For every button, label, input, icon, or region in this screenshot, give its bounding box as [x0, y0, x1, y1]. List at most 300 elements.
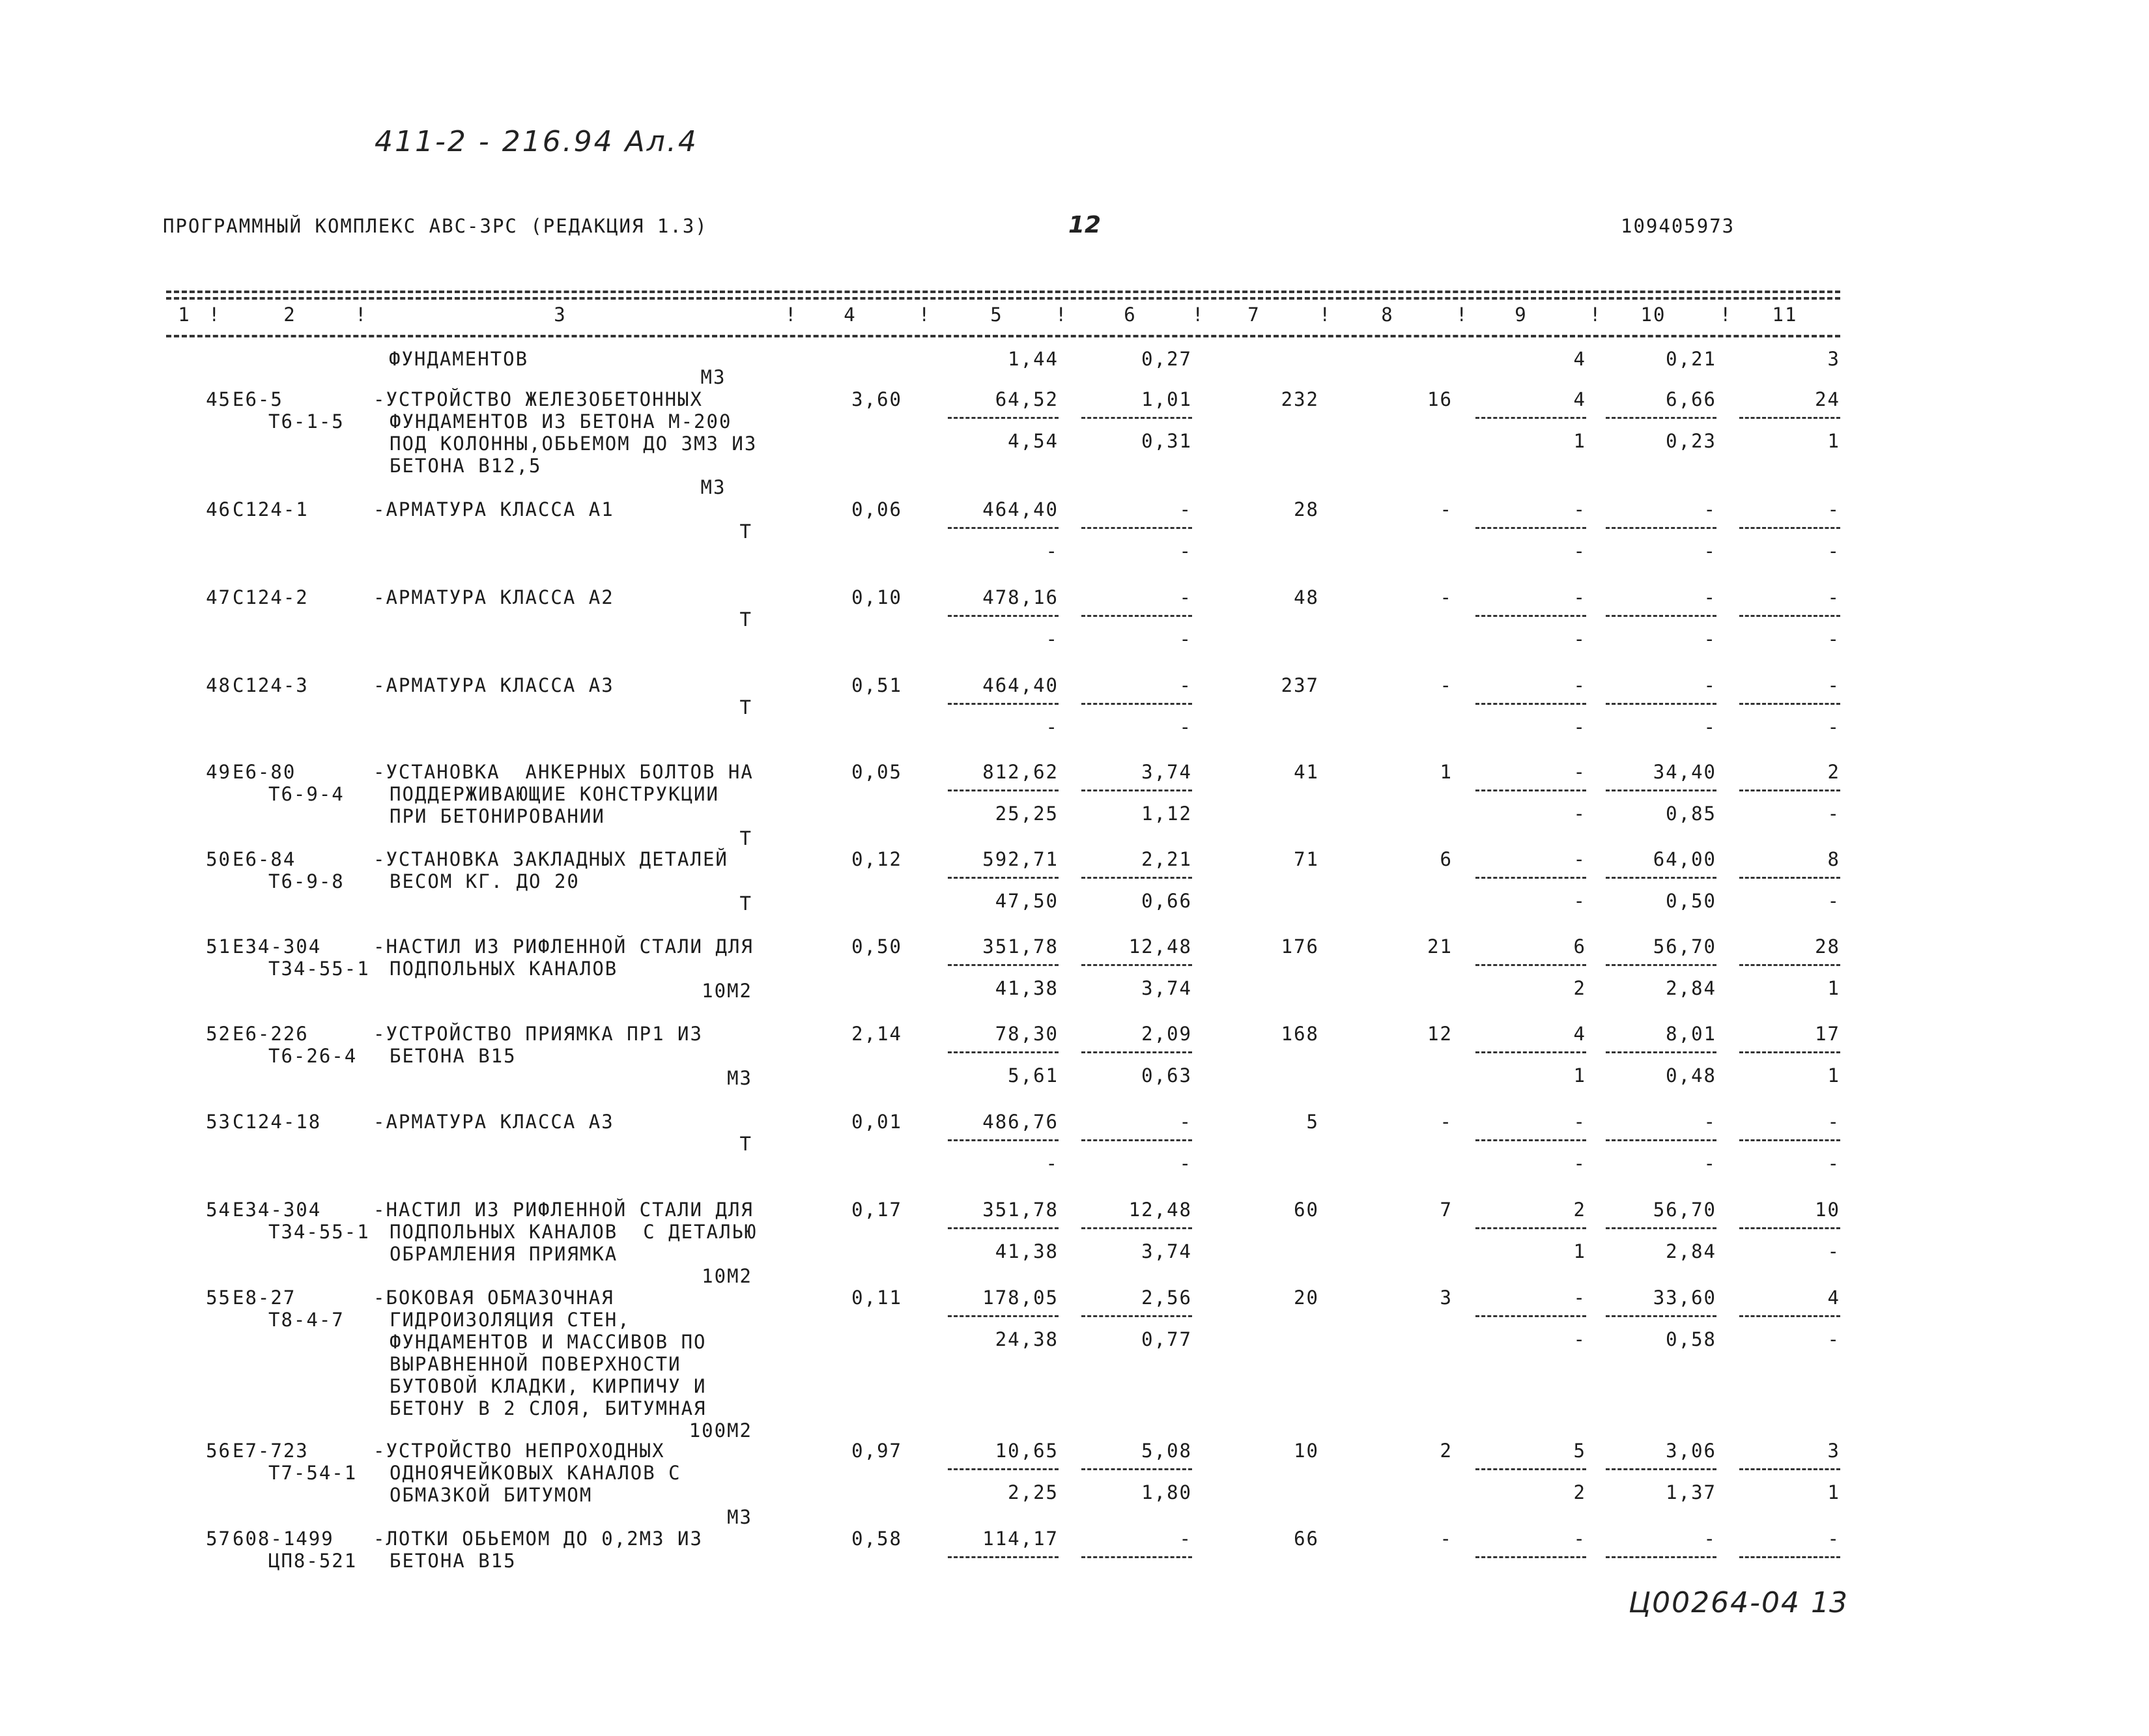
cell-rule — [1739, 1227, 1840, 1229]
cell-c5-top: 64,52 — [995, 388, 1059, 410]
program-title: ПРОГРАММНЫЙ КОМПЛЕКС АВС-3РС (РЕДАКЦИЯ 1.3) — [163, 215, 708, 237]
work-description: БЕТОНУ В 2 СЛОЯ, БИТУМНАЯ — [390, 1397, 707, 1419]
table-row — [166, 761, 1840, 849]
cell-rule — [1606, 1227, 1716, 1229]
cell-c5-bottom: 5,61 — [1008, 1064, 1059, 1087]
price-code: Т6-9-8 — [268, 870, 345, 892]
cell-c9-top: - — [1573, 586, 1586, 608]
cell-c10-bottom: 0,58 — [1666, 1328, 1716, 1350]
cell-c5-bottom: 41,38 — [995, 1240, 1059, 1262]
total-cost-cell: 41 — [1294, 761, 1319, 783]
cell-c9-top: - — [1573, 1528, 1586, 1550]
total-cost-cell: 48 — [1294, 586, 1319, 608]
cell-c11-top: 2 — [1827, 761, 1840, 783]
work-description: БЕТОНА В15 — [390, 1550, 517, 1572]
quantity-cell: 0,12 — [851, 848, 902, 870]
cell-c9-bottom: 1 — [1573, 1064, 1586, 1087]
cell-c11-bottom: - — [1827, 540, 1840, 562]
cell-rule — [1081, 615, 1192, 617]
quantity-cell: 0,17 — [851, 1199, 902, 1221]
cell-c6-top: - — [1179, 586, 1192, 608]
work-description: -АРМАТУРА КЛАССА А3 — [373, 674, 614, 696]
table-row — [166, 476, 1840, 576]
cell-c10-top: 6,66 — [1666, 388, 1716, 410]
cell-rule — [1739, 1139, 1840, 1141]
cell-rule — [1739, 964, 1840, 966]
unit-label: Т — [739, 827, 752, 849]
work-description: ОДНОЯЧЕЙКОВЫХ КАНАЛОВ С — [390, 1462, 681, 1484]
quantity-cell: 0,97 — [851, 1440, 902, 1462]
column-header-3: 3 — [554, 304, 567, 326]
unit-label: Т — [739, 608, 752, 631]
cell-c10-top: - — [1703, 586, 1716, 608]
cell-rule — [1739, 1315, 1840, 1317]
cell-c6-top: 2,09 — [1141, 1023, 1192, 1045]
page-number: 12 — [1068, 212, 1102, 238]
cell-rule — [1475, 703, 1586, 705]
work-description: ФУНДАМЕНТОВ ИЗ БЕТОНА М-200 — [390, 410, 732, 433]
work-description: -ЛОТКИ ОБЬЕМОМ ДО 0,2М3 ИЗ — [373, 1528, 703, 1550]
quantity-cell: 0,58 — [851, 1528, 902, 1550]
column-separator: ! — [1055, 304, 1068, 326]
wage-cost-cell: - — [1440, 674, 1453, 696]
cell-rule — [1606, 1139, 1716, 1141]
work-description: -УСТРОЙСТВО ЖЕЛЕЗОБЕТОННЫХ — [373, 388, 703, 410]
cell-rule — [1606, 964, 1716, 966]
cell-rule — [1606, 417, 1716, 419]
cell-c9-top: 5 — [1573, 1440, 1586, 1462]
row-number: 53 — [206, 1111, 231, 1133]
cell-c10-bottom: 2,84 — [1666, 1240, 1716, 1262]
cell-c9-bottom: 1 — [1573, 1240, 1586, 1262]
cell-rule — [1739, 703, 1840, 705]
cell-c9-top: 6 — [1573, 935, 1586, 958]
handwritten-document-code: 411-2 - 216.94 Ал.4 — [375, 125, 698, 158]
work-description: БЕТОНА В12,5 — [390, 455, 542, 477]
cell-rule — [948, 1139, 1059, 1141]
cell-c11-top: - — [1827, 498, 1840, 520]
row-number: 45 — [206, 388, 231, 410]
work-description: ОБРАМЛЕНИЯ ПРИЯМКА — [390, 1243, 618, 1265]
cell-rule — [1475, 1051, 1586, 1053]
cell-c11-top: 10 — [1815, 1199, 1840, 1221]
quantity-cell: 3,60 — [851, 388, 902, 410]
cell-c5-top: 812,62 — [982, 761, 1059, 783]
cell-rule — [948, 417, 1059, 419]
cell-c5-top: 10,65 — [995, 1440, 1059, 1462]
cell-rule — [1606, 790, 1716, 791]
cell-rule — [948, 1051, 1059, 1053]
cell-rule — [1606, 703, 1716, 705]
cell-rule — [1081, 1468, 1192, 1470]
cell-c9-bottom: - — [1573, 628, 1586, 650]
cell-c9-top: 4 — [1573, 1023, 1586, 1045]
cell-c9-bottom: - — [1573, 1152, 1586, 1174]
table-top-rule — [166, 291, 1840, 293]
cell-rule — [1739, 527, 1840, 529]
cell-c10-top: 34,40 — [1653, 761, 1716, 783]
cell-c9-bottom: - — [1573, 540, 1586, 562]
row-number: 48 — [206, 674, 231, 696]
carry-name: ФУНДАМЕНТОВ — [389, 348, 529, 370]
row-number: 50 — [206, 848, 231, 870]
carry-c5: 1,44 — [1008, 348, 1059, 370]
row-number: 46 — [206, 498, 231, 520]
cell-c10-top: 56,70 — [1653, 1199, 1716, 1221]
quantity-cell: 0,10 — [851, 586, 902, 608]
price-code: Т34-55-1 — [268, 1221, 370, 1243]
wage-cost-cell: 16 — [1427, 388, 1453, 410]
cell-c6-top: 3,74 — [1141, 761, 1192, 783]
cell-rule — [1739, 1468, 1840, 1470]
unit-label: М3 — [727, 1506, 752, 1528]
cell-rule — [1081, 1556, 1192, 1558]
unit-label: 10М2 — [702, 1265, 752, 1287]
quantity-cell: 0,50 — [851, 935, 902, 958]
cell-rule — [1081, 1051, 1192, 1053]
cell-rule — [1606, 1556, 1716, 1558]
work-description: ВЕСОМ КГ. ДО 20 — [390, 870, 580, 892]
table-row — [166, 1111, 1840, 1189]
cell-rule — [948, 964, 1059, 966]
work-description: ВЫРАВНЕННОЙ ПОВЕРХНОСТИ — [390, 1353, 681, 1375]
row-number: 49 — [206, 761, 231, 783]
cell-rule — [1606, 1051, 1716, 1053]
cell-rule — [1606, 1315, 1716, 1317]
document-number: 109405973 — [1621, 215, 1735, 237]
cell-rule — [1081, 1227, 1192, 1229]
cell-c6-bottom: - — [1179, 1152, 1192, 1174]
cell-rule — [948, 1315, 1059, 1317]
wage-cost-cell: 6 — [1440, 848, 1453, 870]
table-top-rule-2 — [166, 297, 1840, 300]
cell-c5-top: 78,30 — [995, 1023, 1059, 1045]
handwritten-sheet-number: 13 — [1811, 1586, 1847, 1619]
cell-rule — [1739, 1556, 1840, 1558]
cell-c6-bottom: 0,63 — [1141, 1064, 1192, 1087]
cell-c9-bottom: 2 — [1573, 1481, 1586, 1503]
cell-c10-bottom: - — [1703, 716, 1716, 738]
row-number: 56 — [206, 1440, 231, 1462]
column-separator: ! — [918, 304, 932, 326]
cell-rule — [1606, 527, 1716, 529]
column-header-6: 6 — [1124, 304, 1137, 326]
row-number: 57 — [206, 1528, 231, 1550]
handwritten-inventory-code: Ц00264-04 — [1629, 1586, 1800, 1619]
total-cost-cell: 28 — [1294, 498, 1319, 520]
price-code: Т6-1-5 — [268, 410, 345, 433]
work-description: -УСТАНОВКА АНКЕРНЫХ БОЛТОВ НА — [373, 761, 754, 783]
work-description: ОБМАЗКОЙ БИТУМОМ — [390, 1484, 593, 1506]
price-code: Т6-26-4 — [268, 1045, 358, 1067]
total-cost-cell: 20 — [1294, 1287, 1319, 1309]
price-code: Т6-9-4 — [268, 783, 345, 805]
column-separator: ! — [1720, 304, 1733, 326]
price-code: Е8-27 — [233, 1287, 296, 1309]
work-description: -НАСТИЛ ИЗ РИФЛЕННОЙ СТАЛИ ДЛЯ — [373, 1199, 754, 1221]
work-description: -АРМАТУРА КЛАССА А2 — [373, 586, 614, 608]
unit-label: Т — [739, 696, 752, 719]
cell-c6-bottom: 1,80 — [1141, 1481, 1192, 1503]
price-code: С124-1 — [233, 498, 309, 520]
price-code: С124-18 — [233, 1111, 322, 1133]
cell-c11-top: 4 — [1827, 1287, 1840, 1309]
cell-c6-bottom: 3,74 — [1141, 1240, 1192, 1262]
column-separator: ! — [1589, 304, 1602, 326]
carry-c10: 0,21 — [1666, 348, 1716, 370]
cell-c5-bottom: 24,38 — [995, 1328, 1059, 1350]
column-header-1: 1 — [178, 304, 191, 326]
cell-rule — [948, 877, 1059, 879]
cell-rule — [1081, 877, 1192, 879]
table-row — [166, 366, 1840, 477]
quantity-cell: 0,05 — [851, 761, 902, 783]
total-cost-cell: 71 — [1294, 848, 1319, 870]
carry-over-row — [166, 348, 1840, 387]
unit-label: М3 — [727, 1067, 752, 1089]
cell-c5-bottom: 2,25 — [1008, 1481, 1059, 1503]
cell-rule — [1739, 615, 1840, 617]
price-code: 608-1499 — [233, 1528, 334, 1550]
cell-c5-bottom: - — [1046, 540, 1059, 562]
cell-c6-top: 1,01 — [1141, 388, 1192, 410]
cell-c6-top: 2,56 — [1141, 1287, 1192, 1309]
cell-rule — [1606, 615, 1716, 617]
cell-c9-top: - — [1573, 1287, 1586, 1309]
cell-c10-bottom: 0,23 — [1666, 430, 1716, 452]
cell-rule — [1081, 1139, 1192, 1141]
cell-c6-bottom: 0,77 — [1141, 1328, 1192, 1350]
cell-c9-bottom: - — [1573, 716, 1586, 738]
column-separator: ! — [355, 304, 368, 326]
cell-c9-bottom: 2 — [1573, 977, 1586, 999]
price-code: Е34-304 — [233, 935, 322, 958]
unit-label: Т — [739, 892, 752, 915]
column-separator: ! — [1456, 304, 1469, 326]
column-header-11: 11 — [1772, 304, 1798, 326]
price-code: Т34-55-1 — [268, 958, 370, 980]
cell-c6-bottom: 0,31 — [1141, 430, 1192, 452]
column-separator: ! — [1319, 304, 1332, 326]
cell-c9-top: - — [1573, 848, 1586, 870]
row-number: 55 — [206, 1287, 231, 1309]
cell-rule — [1081, 790, 1192, 791]
cell-rule — [1475, 615, 1586, 617]
price-code: Е6-5 — [233, 388, 283, 410]
cell-rule — [948, 1227, 1059, 1229]
carry-c9: 4 — [1573, 348, 1586, 370]
cell-c10-top: - — [1703, 498, 1716, 520]
cell-c9-top: - — [1573, 1111, 1586, 1133]
cell-c10-bottom: 2,84 — [1666, 977, 1716, 999]
price-code: Е6-84 — [233, 848, 296, 870]
cell-c5-bottom: 47,50 — [995, 890, 1059, 912]
unit-label: М3 — [700, 476, 726, 498]
row-number: 54 — [206, 1199, 231, 1221]
cell-rule — [1475, 1556, 1586, 1558]
cell-rule — [1739, 417, 1840, 419]
unit-label: 100М2 — [689, 1419, 752, 1442]
cell-c6-top: 5,08 — [1141, 1440, 1192, 1462]
total-cost-cell: 10 — [1294, 1440, 1319, 1462]
cell-c10-top: 64,00 — [1653, 848, 1716, 870]
work-description: ПОДПОЛЬНЫХ КАНАЛОВ С ДЕТАЛЬЮ — [390, 1221, 758, 1243]
price-code: С124-2 — [233, 586, 309, 608]
work-description: -НАСТИЛ ИЗ РИФЛЕННОЙ СТАЛИ ДЛЯ — [373, 935, 754, 958]
cell-rule — [1739, 877, 1840, 879]
cell-c9-top: 2 — [1573, 1199, 1586, 1221]
cell-c9-top: - — [1573, 674, 1586, 696]
quantity-cell: 0,01 — [851, 1111, 902, 1133]
unit-label: Т — [739, 520, 752, 543]
cell-c10-top: - — [1703, 674, 1716, 696]
cell-c11-bottom: - — [1827, 890, 1840, 912]
wage-cost-cell: 7 — [1440, 1199, 1453, 1221]
cell-c11-top: 24 — [1815, 388, 1840, 410]
row-number: 51 — [206, 935, 231, 958]
cell-c6-top: - — [1179, 498, 1192, 520]
work-description: -УСТРОЙСТВО ПРИЯМКА ПР1 ИЗ — [373, 1023, 703, 1045]
work-description: ПОДДЕРЖИВАЮЩИЕ КОНСТРУКЦИИ — [390, 783, 719, 805]
cell-rule — [1475, 1139, 1586, 1141]
cell-c6-bottom: - — [1179, 540, 1192, 562]
cell-c10-top: - — [1703, 1111, 1716, 1133]
cell-c10-top: - — [1703, 1528, 1716, 1550]
cell-rule — [1475, 964, 1586, 966]
price-code: Е6-226 — [233, 1023, 309, 1045]
cell-c11-bottom: 1 — [1827, 977, 1840, 999]
wage-cost-cell: 3 — [1440, 1287, 1453, 1309]
cell-rule — [948, 615, 1059, 617]
cell-c6-top: - — [1179, 1111, 1192, 1133]
work-description: -АРМАТУРА КЛАССА А3 — [373, 1111, 614, 1133]
cell-c5-bottom: 41,38 — [995, 977, 1059, 999]
total-cost-cell: 168 — [1281, 1023, 1319, 1045]
price-code: Т8-4-7 — [268, 1309, 345, 1331]
wage-cost-cell: - — [1440, 498, 1453, 520]
cell-c5-top: 592,71 — [982, 848, 1059, 870]
cell-c6-top: 12,48 — [1128, 935, 1192, 958]
price-code: Т7-54-1 — [268, 1462, 358, 1484]
cell-c10-bottom: - — [1703, 1152, 1716, 1174]
cell-c5-bottom: - — [1046, 716, 1059, 738]
cell-c11-top: - — [1827, 1528, 1840, 1550]
cell-c5-top: 114,17 — [982, 1528, 1059, 1550]
cell-rule — [948, 703, 1059, 705]
cell-c10-bottom: 0,48 — [1666, 1064, 1716, 1087]
column-header-9: 9 — [1515, 304, 1528, 326]
work-description: -БОКОВАЯ ОБМАЗОЧНАЯ — [373, 1287, 614, 1309]
cell-c11-top: - — [1827, 674, 1840, 696]
cell-c6-bottom: 1,12 — [1141, 803, 1192, 825]
quantity-cell: 0,51 — [851, 674, 902, 696]
column-header-10: 10 — [1640, 304, 1666, 326]
cell-rule — [1475, 1315, 1586, 1317]
cell-rule — [1081, 964, 1192, 966]
work-description: ГИДРОИЗОЛЯЦИЯ СТЕН, — [390, 1309, 631, 1331]
cell-c10-bottom: 1,37 — [1666, 1481, 1716, 1503]
cell-c9-top: 4 — [1573, 388, 1586, 410]
cell-c6-bottom: - — [1179, 716, 1192, 738]
cell-c6-top: - — [1179, 674, 1192, 696]
cell-c6-top: 12,48 — [1128, 1199, 1192, 1221]
cell-c10-top: 33,60 — [1653, 1287, 1716, 1309]
cell-rule — [1475, 1227, 1586, 1229]
cell-c11-bottom: 1 — [1827, 430, 1840, 452]
cell-c9-bottom: - — [1573, 803, 1586, 825]
price-code: Е34-304 — [233, 1199, 322, 1221]
table-row — [166, 1023, 1840, 1101]
cell-c11-bottom: - — [1827, 1240, 1840, 1262]
cell-rule — [1606, 877, 1716, 879]
cell-rule — [1081, 527, 1192, 529]
table-row — [166, 674, 1840, 752]
cell-rule — [1475, 527, 1586, 529]
unit-label: М3 — [700, 366, 726, 388]
cell-c11-bottom: - — [1827, 628, 1840, 650]
price-code: ЦП8-521 — [268, 1550, 358, 1572]
cell-c11-bottom: - — [1827, 716, 1840, 738]
cell-c5-bottom: 25,25 — [995, 803, 1059, 825]
column-header-row — [166, 304, 1840, 330]
quantity-cell: 0,11 — [851, 1287, 902, 1309]
column-header-2: 2 — [283, 304, 296, 326]
table-row — [166, 1440, 1840, 1528]
cell-c11-top: 8 — [1827, 848, 1840, 870]
total-cost-cell: 66 — [1294, 1528, 1319, 1550]
cell-rule — [948, 1468, 1059, 1470]
table-row — [166, 848, 1840, 926]
cell-c5-top: 478,16 — [982, 586, 1059, 608]
cell-rule — [1081, 417, 1192, 419]
work-description: ПОДПОЛЬНЫХ КАНАЛОВ — [390, 958, 618, 980]
work-description: -УСТРОЙСТВО НЕПРОХОДНЫХ — [373, 1440, 665, 1462]
work-description: ПОД КОЛОННЫ,ОБЬЕМОМ ДО 3М3 ИЗ — [390, 433, 758, 455]
cell-c5-top: 351,78 — [982, 1199, 1059, 1221]
cell-c11-bottom: - — [1827, 803, 1840, 825]
row-number: 47 — [206, 586, 231, 608]
wage-cost-cell: 21 — [1427, 935, 1453, 958]
cell-rule — [1081, 703, 1192, 705]
price-code: Е6-80 — [233, 761, 296, 783]
work-description: БЕТОНА В15 — [390, 1045, 517, 1067]
carry-c11: 3 — [1827, 348, 1840, 370]
table-row — [166, 1287, 1840, 1442]
cell-c5-bottom: 4,54 — [1008, 430, 1059, 452]
cell-c11-bottom: - — [1827, 1328, 1840, 1350]
cell-c5-bottom: - — [1046, 628, 1059, 650]
cell-c5-top: 178,05 — [982, 1287, 1059, 1309]
cell-c10-bottom: - — [1703, 540, 1716, 562]
wage-cost-cell: 2 — [1440, 1440, 1453, 1462]
cell-c10-bottom: 0,50 — [1666, 890, 1716, 912]
wage-cost-cell: 12 — [1427, 1023, 1453, 1045]
cell-c9-bottom: 1 — [1573, 430, 1586, 452]
work-description: БУТОВОЙ КЛАДКИ, КИРПИЧУ И — [390, 1375, 707, 1397]
total-cost-cell: 176 — [1281, 935, 1319, 958]
price-code: Е7-723 — [233, 1440, 309, 1462]
cell-rule — [948, 790, 1059, 791]
work-description: ПРИ БЕТОНИРОВАНИИ — [390, 805, 605, 827]
carry-c6: 0,27 — [1141, 348, 1192, 370]
unit-label: 10М2 — [702, 980, 752, 1002]
table-row — [166, 1528, 1840, 1606]
cell-rule — [1606, 1468, 1716, 1470]
cell-c5-top: 464,40 — [982, 498, 1059, 520]
column-separator: ! — [785, 304, 798, 326]
total-cost-cell: 232 — [1281, 388, 1319, 410]
cell-rule — [948, 1556, 1059, 1558]
